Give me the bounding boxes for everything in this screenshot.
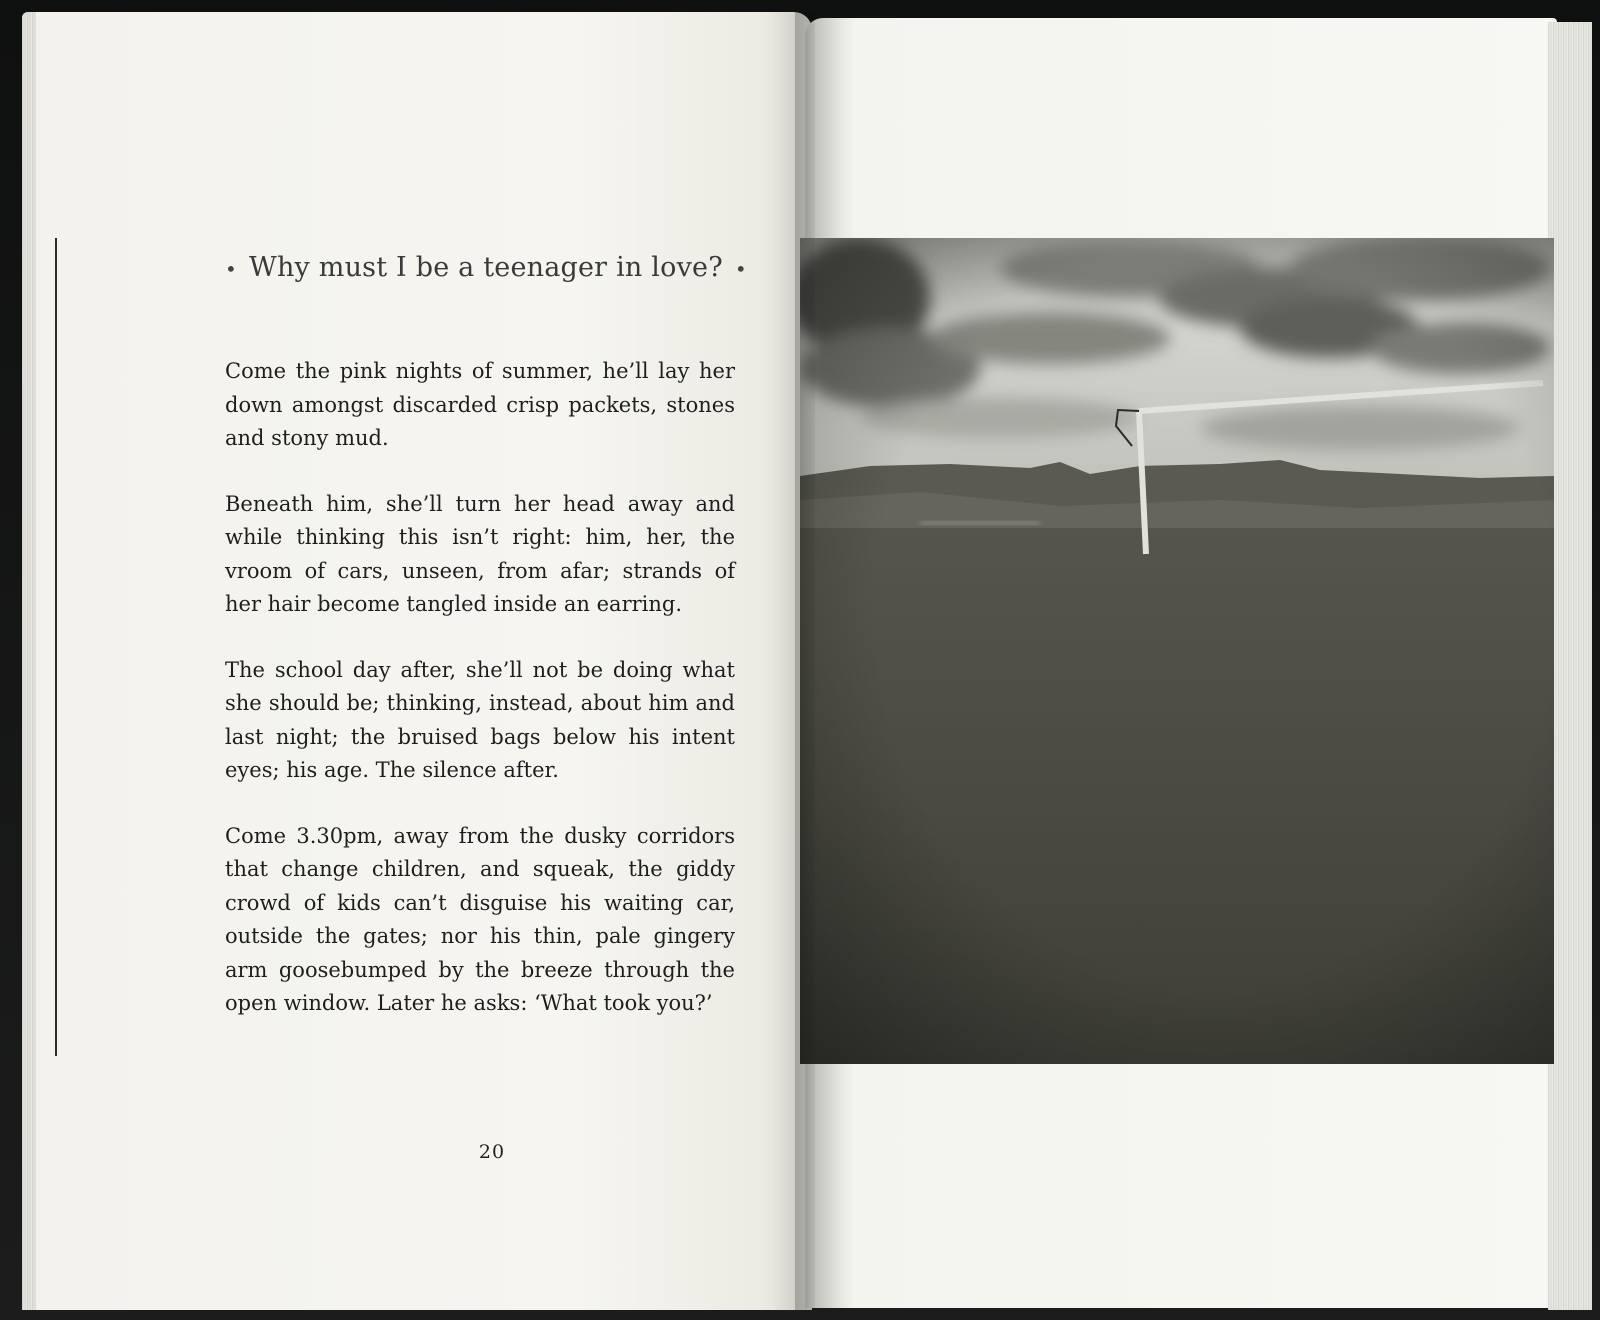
chapter-title-text: Why must I be a teenager in love? [249, 252, 723, 283]
paragraph-3: The school day after, she’ll not be doing what she should be; thinking, instead, about him and last night; the bruised bags below his intent eyes; his age. The silence after. [225, 657, 735, 782]
body-text [225, 355, 735, 1053]
title-bullet-right: • [734, 256, 747, 281]
page-number: 20 [478, 1141, 506, 1163]
book-gutter [795, 12, 815, 1310]
margin-rule [55, 238, 57, 1056]
paragraph-4: Come 3.30pm, away from the dusky corridors that change children, and squeak, the giddy crowd of kids can’t disguise his waiting car, outside the gates; nor his thin, pale gingery arm goosebumped by the breeze through the open window. Later he asks: ‘What took you?’ [225, 823, 735, 1015]
paragraph-1: Come the pink nights of summer, he’ll lay her down amongst discarded crisp packets, stones and stony mud. [225, 359, 735, 450]
paragraph-2: Beneath him, she’ll turn her head away and while thinking this isn’t right: him, her, the vroom of cars, unseen, from afar; strands of her hair become tangled inside an earring. [225, 491, 735, 616]
page-edge-stack-right [1548, 22, 1592, 1310]
goalpost-photograph [800, 238, 1554, 1064]
chapter-title [225, 252, 745, 283]
page-edge-stack-left [22, 12, 36, 1310]
photo-image [800, 238, 1554, 1064]
title-bullet-left: • [225, 256, 237, 281]
left-page [22, 12, 812, 1310]
